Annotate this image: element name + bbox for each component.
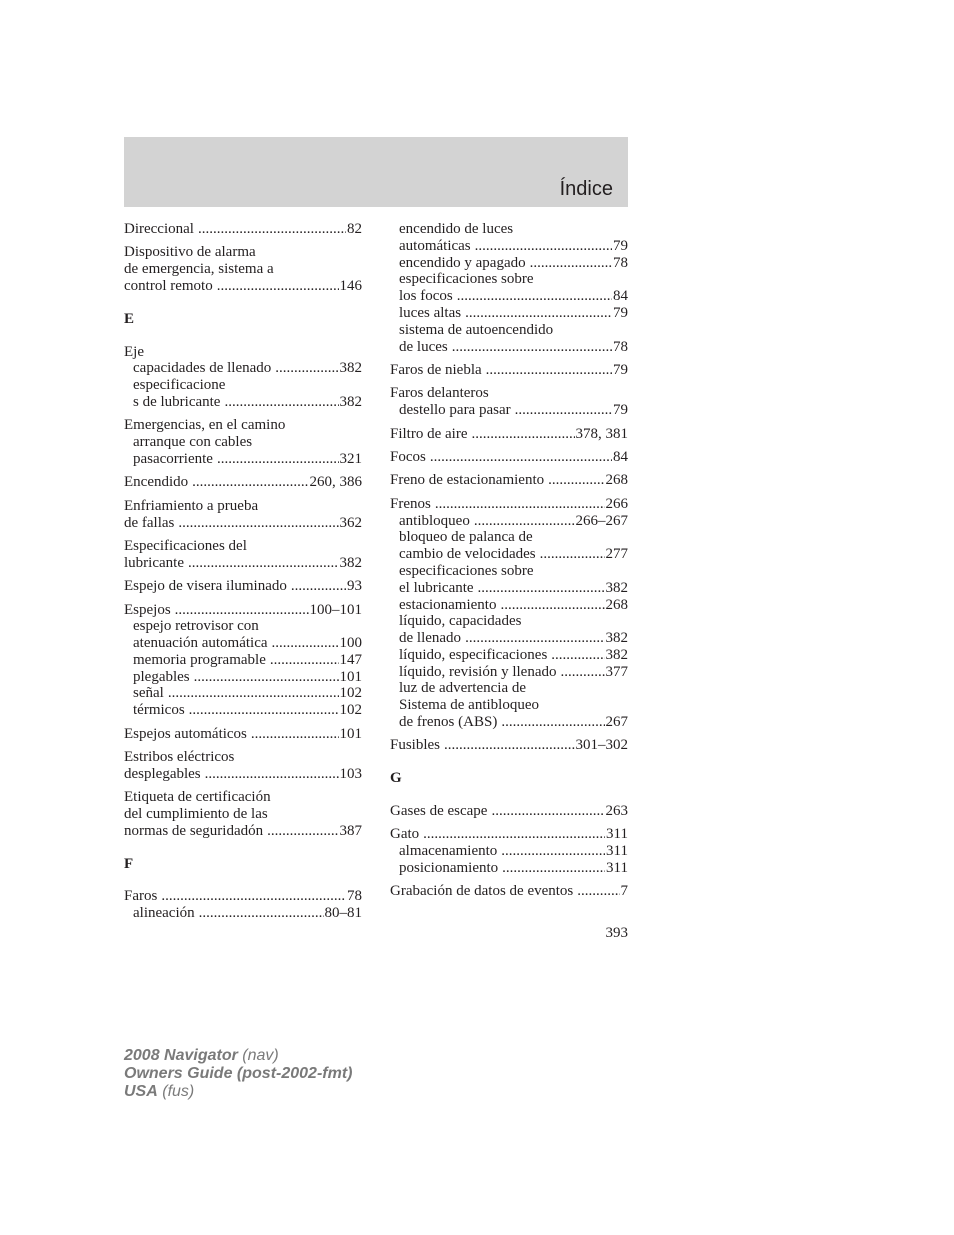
index-entry-line: [390, 362, 628, 379]
index-entry: [390, 803, 628, 820]
dot-leader: [175, 602, 309, 619]
index-subentry-line: [124, 669, 362, 686]
index-entry-line: [390, 496, 628, 513]
index-page-ref: 82: [347, 221, 362, 237]
index-entry: [124, 221, 362, 238]
index-entry-line: [390, 472, 628, 489]
index-term: atenuación automática: [133, 635, 268, 652]
index-page-ref: 78: [347, 888, 362, 905]
dot-leader: [275, 360, 338, 377]
dot-leader: [168, 685, 339, 702]
index-term: encendido y apagado: [399, 254, 526, 271]
index-page-ref: 78: [613, 338, 628, 355]
index-term: Enfriamiento a prueba: [124, 497, 259, 514]
dot-leader: [224, 394, 338, 411]
dot-leader: [471, 426, 574, 443]
index-entry: [390, 362, 628, 379]
index-term: Dispositivo de alarma: [124, 244, 256, 261]
index-term: Focos: [390, 448, 426, 465]
dot-leader: [217, 451, 339, 468]
footer-guide: Owners Guide (post-2002-fmt): [124, 1065, 353, 1082]
index-term: plegables: [133, 668, 190, 685]
index-entry: [124, 344, 362, 411]
footer-market-code: (fus): [162, 1083, 195, 1100]
index-page-ref: 101: [339, 668, 362, 685]
index-page-ref: 263: [605, 803, 628, 820]
index-term: Faros de niebla: [390, 361, 482, 378]
index-subentry-line: [390, 322, 628, 339]
index-term: Freno de estacionamiento: [390, 472, 545, 489]
index-subentry-line: [390, 563, 628, 580]
index-page-ref: 301–302: [575, 737, 628, 754]
dot-leader: [430, 449, 612, 466]
index-entry-line: [390, 385, 628, 402]
index-entry: [390, 221, 628, 355]
index-entry-line: [124, 498, 362, 515]
index-term: Grabación de datos de eventos: [390, 883, 574, 900]
page-number: 393: [605, 925, 628, 941]
index-term: alineación: [133, 905, 195, 922]
index-entry: [124, 538, 362, 572]
index-page-ref: 382: [605, 646, 628, 663]
index-term: de llenado: [399, 630, 462, 647]
index-page-ref: 311: [606, 826, 628, 843]
index-term: de fallas: [124, 514, 175, 531]
index-entry-line: [124, 806, 362, 823]
index-term: cambio de velocidades: [399, 546, 536, 563]
index-term: s de lubricante: [133, 393, 221, 410]
index-page-ref: 146: [339, 277, 362, 294]
index-subentry-line: [124, 394, 362, 411]
index-subentry-line: [124, 635, 362, 652]
index-term: Eje: [124, 343, 144, 360]
dot-leader: [548, 472, 604, 489]
index-entry-line: [124, 766, 362, 783]
dot-leader: [435, 496, 605, 513]
index-entry: [124, 789, 362, 839]
index-term: los focos: [399, 288, 453, 305]
index-page-ref: 268: [605, 596, 628, 613]
index-term: posicionamiento: [399, 860, 499, 877]
index-entry-line: [390, 426, 628, 443]
index-entry: [390, 472, 628, 489]
index-entry-line: [390, 803, 628, 820]
index-term: Estribos eléctricos: [124, 749, 235, 766]
index-subentry-line: [390, 288, 628, 305]
index-subentry-line: [124, 905, 362, 922]
index-term: de emergencia, sistema a: [124, 261, 274, 278]
index-page-ref: 382: [605, 630, 628, 647]
index-term: pasacorriente: [133, 450, 213, 467]
index-subentry-line: [390, 647, 628, 664]
index-term: Emergencias, en el camino: [124, 417, 286, 434]
dot-leader: [270, 652, 339, 669]
index-entry: [390, 883, 628, 900]
dot-leader: [189, 702, 339, 719]
index-term: Faros delanteros: [390, 385, 489, 402]
index-subentry-line: [124, 360, 362, 377]
index-subentry-line: [390, 714, 628, 731]
index-page-ref: 100: [339, 635, 362, 652]
index-term: control remoto: [124, 277, 213, 294]
index-subentry-line: [390, 680, 628, 697]
index-subentry-line: [390, 402, 628, 419]
index-term: el lubricante: [399, 579, 474, 596]
index-subentry-line: [390, 597, 628, 614]
index-term: Faros: [124, 888, 158, 905]
dot-leader: [178, 515, 338, 532]
index-entry-line: [390, 883, 628, 900]
index-entry-line: [124, 726, 362, 743]
dot-leader: [474, 513, 575, 530]
index-entry-line: [124, 538, 362, 555]
dot-leader: [465, 305, 612, 322]
index-subentry-line: [390, 580, 628, 597]
index-page-ref: 382: [605, 579, 628, 596]
index-entry: [124, 417, 362, 467]
header-band: [124, 137, 628, 207]
index-term: especificaciones sobre: [399, 271, 534, 288]
index-entry-line: [124, 221, 362, 238]
index-subentry-line: [390, 529, 628, 546]
index-entry-line: [390, 826, 628, 843]
index-subentry-line: [390, 339, 628, 356]
index-page-ref: 79: [613, 237, 628, 254]
dot-leader: [515, 402, 612, 419]
index-subentry-line: [390, 843, 628, 860]
index-entry-line: [124, 888, 362, 905]
index-subentry-line: [390, 546, 628, 563]
index-term: normas de seguridadón: [124, 822, 264, 839]
index-term: Encendido: [124, 474, 189, 491]
index-entry: [124, 602, 362, 720]
dot-leader: [267, 823, 338, 840]
index-term: capacidades de llenado: [133, 360, 272, 377]
index-term: Direccional: [124, 221, 194, 237]
dot-leader: [452, 339, 612, 356]
index-term: Gato: [390, 826, 420, 843]
index-subentry-line: [390, 664, 628, 681]
index-page-ref: 377: [605, 663, 628, 680]
index-term: líquido, especificaciones: [399, 646, 548, 663]
dot-leader: [501, 714, 604, 731]
index-entry-line: [390, 737, 628, 754]
index-term: almacenamiento: [399, 843, 498, 860]
dot-leader: [423, 826, 605, 843]
index-letter-heading: F: [124, 855, 134, 872]
index-entry-line: [124, 515, 362, 532]
index-page-ref: 100–101: [309, 601, 362, 618]
index-entry-line: [124, 602, 362, 619]
index-page-ref: 84: [613, 288, 628, 305]
index-page-ref: 277: [605, 546, 628, 563]
index-page-ref: 311: [606, 843, 628, 860]
index-subentry-line: [390, 697, 628, 714]
index-page-ref: 382: [339, 554, 362, 571]
index-term: señal: [133, 685, 164, 702]
dot-leader: [465, 630, 604, 647]
footer-model: 2008 Navigator: [124, 1047, 238, 1064]
index-page-ref: 321: [339, 450, 362, 467]
index-subentry-line: [124, 685, 362, 702]
index-entry: [124, 474, 362, 491]
index-page-ref: 266: [605, 495, 628, 512]
dot-leader: [540, 546, 605, 563]
index-entry: [390, 449, 628, 466]
index-entry-line: [124, 474, 362, 491]
dot-leader: [486, 362, 612, 379]
dot-leader: [161, 888, 346, 905]
index-page-ref: 311: [606, 860, 628, 877]
index-entry-line: [124, 823, 362, 840]
dot-leader: [478, 580, 605, 597]
index-page-ref: 101: [339, 725, 362, 742]
index-entry: [124, 726, 362, 743]
index-subentry-line: [390, 860, 628, 877]
dot-leader: [560, 664, 604, 681]
index-entry: [390, 737, 628, 754]
index-page-ref: 387: [339, 822, 362, 839]
dot-leader: [551, 647, 604, 664]
dot-leader: [217, 278, 339, 295]
dot-leader: [198, 221, 346, 238]
index-term: Filtro de aire: [390, 425, 468, 442]
index-term: Gases de escape: [390, 803, 488, 820]
footer-model-code: (nav): [242, 1047, 279, 1064]
index-page-ref: 7: [620, 883, 628, 900]
dot-leader: [194, 669, 339, 686]
index-entry-line: [124, 578, 362, 595]
dot-leader: [502, 860, 605, 877]
index-term: automáticas: [399, 237, 471, 254]
index-term: Espejos: [124, 601, 171, 618]
index-term: luz de advertencia de: [399, 680, 527, 697]
index-page-ref: 102: [339, 702, 362, 719]
index-term: espejo retrovisor con: [133, 618, 259, 635]
index-subentry-line: [124, 377, 362, 394]
index-entry-line: [124, 789, 362, 806]
dot-leader: [192, 474, 308, 491]
index-term: destello para pasar: [399, 402, 511, 419]
index-entry: [124, 749, 362, 783]
index-subentry-line: [390, 255, 628, 272]
dot-leader: [491, 803, 604, 820]
index-term: del cumplimiento de las: [124, 806, 268, 823]
dot-leader: [444, 737, 574, 754]
index-subentry-line: [390, 513, 628, 530]
index-page-ref: 102: [339, 685, 362, 702]
index-subentry-line: [124, 652, 362, 669]
index-term: especificaciones sobre: [399, 562, 534, 579]
index-letter-heading: E: [124, 310, 135, 327]
index-term: Frenos: [390, 495, 431, 512]
index-entry-line: [124, 278, 362, 295]
index-page-ref: 147: [339, 651, 362, 668]
index-term: encendido de luces: [399, 221, 514, 237]
dot-leader: [251, 726, 339, 743]
index-entry-line: [124, 417, 362, 434]
dot-leader: [199, 905, 324, 922]
index-term: lubricante: [124, 554, 184, 571]
index-subentry-line: [124, 618, 362, 635]
index-entry-line: [124, 344, 362, 361]
index-subentry-line: [124, 451, 362, 468]
index-page-ref: 268: [605, 472, 628, 489]
index-term: líquido, revisión y llenado: [399, 663, 557, 680]
index-page-ref: 79: [613, 304, 628, 321]
index-term: Sistema de antibloqueo: [399, 697, 539, 714]
index-column-right: [390, 221, 628, 900]
index-page-ref: 84: [613, 448, 628, 465]
dot-leader: [500, 597, 604, 614]
footer: [124, 1047, 352, 1101]
page-title: Índice: [559, 178, 613, 200]
index-term: térmicos: [133, 702, 185, 719]
dot-leader: [530, 255, 612, 272]
index-entry: [390, 385, 628, 419]
index-page-ref: 93: [347, 578, 362, 595]
index-page-ref: 266–267: [575, 512, 628, 529]
index-term: luces altas: [399, 304, 462, 321]
index-page-ref: 78: [613, 254, 628, 271]
index-entry: [124, 244, 362, 294]
index-page-ref: 79: [613, 361, 628, 378]
index-entry: [390, 426, 628, 443]
dot-leader: [501, 843, 605, 860]
dot-leader: [291, 578, 346, 595]
index-page-ref: 79: [613, 402, 628, 419]
index-subentry-line: [390, 221, 628, 238]
index-letter-heading: G: [390, 770, 402, 787]
dot-leader: [188, 555, 339, 572]
dot-leader: [475, 238, 612, 255]
index-entry-line: [124, 261, 362, 278]
index-term: de luces: [399, 338, 448, 355]
index-term: antibloqueo: [399, 512, 470, 529]
index-entry: [390, 496, 628, 731]
dot-leader: [205, 766, 339, 783]
index-page-ref: 382: [339, 393, 362, 410]
index-subentry-line: [390, 305, 628, 322]
index-term: Espejos automáticos: [124, 725, 247, 742]
dot-leader: [457, 288, 612, 305]
index-entry: [124, 578, 362, 595]
index-term: de frenos (ABS): [399, 714, 498, 731]
index-page-ref: 260, 386: [309, 474, 362, 491]
index-page-ref: 362: [339, 514, 362, 531]
index-page-ref: 267: [605, 714, 628, 731]
index-term: Fusibles: [390, 737, 441, 754]
index-term: estacionamiento: [399, 596, 497, 613]
index-term: Espejo de visera iluminado: [124, 578, 287, 595]
index-term: Especificaciones del: [124, 537, 247, 554]
index-term: Etiqueta de certificación: [124, 789, 271, 806]
index-entry-line: [124, 244, 362, 261]
index-term: arranque con cables: [133, 434, 253, 451]
index-entry-line: [124, 749, 362, 766]
index-subentry-line: [390, 271, 628, 288]
index-subentry-line: [390, 613, 628, 630]
index-term: bloqueo de palanca de: [399, 529, 533, 546]
dot-leader: [577, 883, 619, 900]
index-entry-line: [390, 449, 628, 466]
index-term: desplegables: [124, 765, 201, 782]
index-entry: [390, 826, 628, 876]
index-entry: [124, 888, 362, 922]
index-term: especificacione: [133, 377, 226, 394]
index-subentry-line: [390, 238, 628, 255]
index-page-ref: 378, 381: [575, 425, 628, 442]
index-entry: [124, 498, 362, 532]
index-subentry-line: [390, 630, 628, 647]
index-page-ref: 80–81: [324, 905, 362, 922]
footer-market: USA: [124, 1083, 158, 1100]
index-term: líquido, capacidades: [399, 613, 522, 630]
index-subentry-line: [124, 702, 362, 719]
index-term: memoria programable: [133, 651, 266, 668]
index-page-ref: 382: [339, 360, 362, 377]
dot-leader: [272, 635, 339, 652]
index-entry-line: [124, 555, 362, 572]
index-subentry-line: [124, 434, 362, 451]
index-column-left: [124, 221, 362, 922]
index-page-ref: 103: [339, 765, 362, 782]
index-term: sistema de autoencendido: [399, 321, 554, 338]
